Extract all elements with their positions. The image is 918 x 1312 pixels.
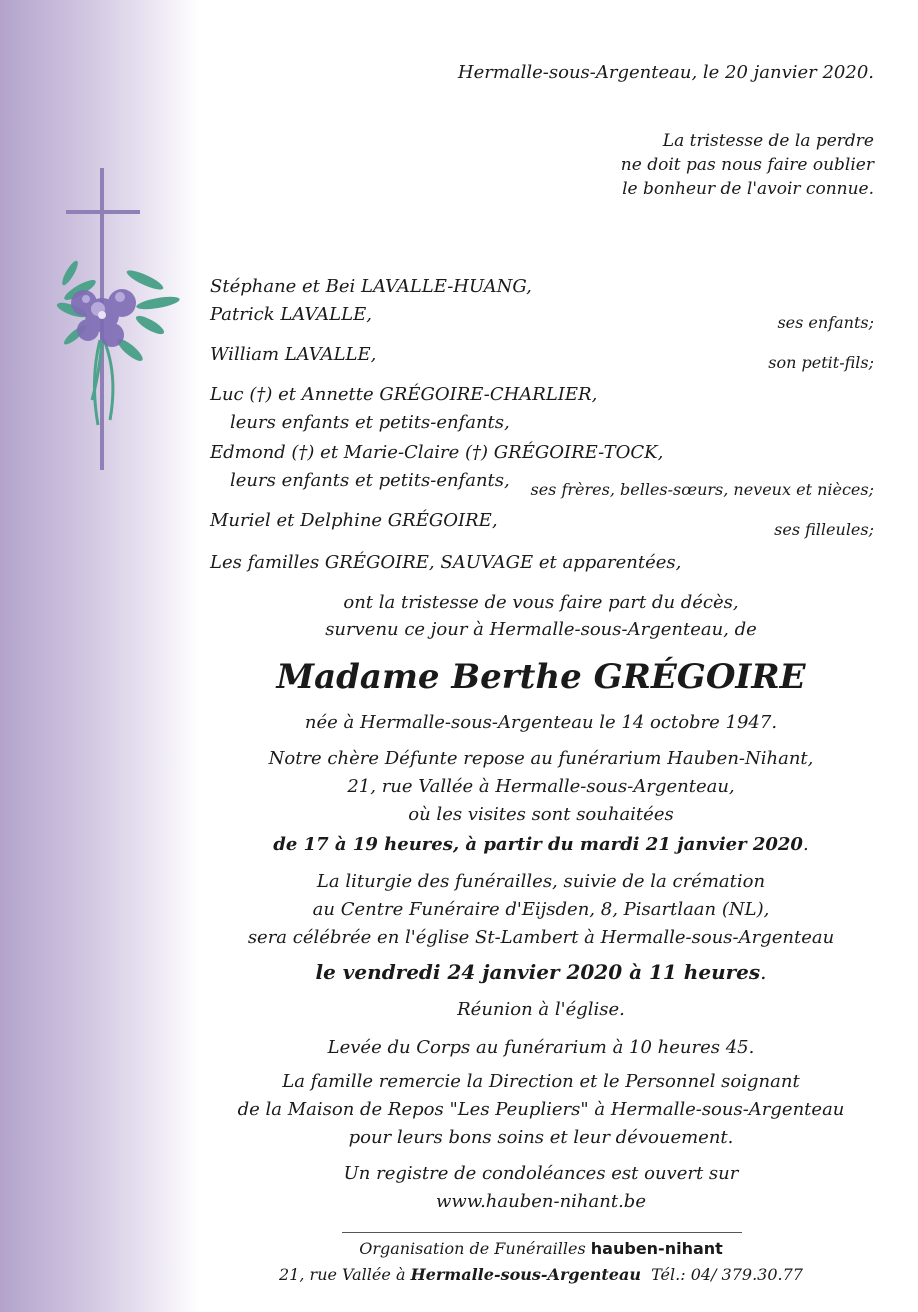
footer-phone: Tél.: 04/ 379.30.77 — [651, 1265, 803, 1284]
footer-org-label: Organisation de Funérailles — [359, 1239, 586, 1258]
footer-divider — [342, 1232, 742, 1233]
relation-label: son petit-fils; — [768, 353, 874, 372]
visit-line: Notre chère Défunte repose au funérarium Hauben-Nihant, — [268, 748, 814, 769]
relation-label: ses filleules; — [774, 520, 874, 539]
visit-line: où les visites sont souhaitées — [408, 804, 674, 825]
quote-line: La tristesse de la perdre — [662, 131, 874, 151]
period: . — [760, 960, 767, 984]
liturgy-line: sera célébrée en l'église St-Lambert à Hermalle-sous-Argenteau — [247, 927, 835, 948]
family-line: leurs enfants et petits-enfants, — [230, 470, 510, 491]
levee-line: Levée du Corps au funérarium à 10 heures 45. — [327, 1037, 755, 1058]
family-line: leurs enfants et petits-enfants, — [230, 412, 510, 433]
family-line: Muriel et Delphine GRÉGOIRE, — [210, 510, 498, 531]
thanks-line: pour leurs bons soins et leur dévouement. — [348, 1127, 734, 1148]
quote-line: ne doit pas nous faire oublier — [620, 155, 874, 175]
ceremony-date — [200, 962, 882, 982]
quote-line: le bonheur de l'avoir connue. — [622, 179, 874, 199]
period: . — [802, 834, 809, 855]
family-line: Edmond (†) et Marie-Claire (†) GRÉGOIRE-TOCK, — [210, 442, 664, 463]
deceased-name: Madame Berthe GRÉGOIRE — [276, 657, 806, 697]
family-line: Stéphane et Bei LAVALLE-HUANG, — [210, 276, 532, 297]
liturgy-line: La liturgie des funérailles, suivie de la crémation — [316, 871, 766, 892]
relation-label: ses enfants; — [777, 313, 874, 332]
family-line: Luc (†) et Annette GRÉGOIRE-CHARLIER, — [210, 384, 598, 405]
intro-line: ont la tristesse de vous faire part du décès, — [343, 592, 739, 613]
register-line: Un registre de condoléances est ouvert sur — [343, 1163, 739, 1184]
family-line: William LAVALLE, — [210, 344, 377, 365]
footer-city: Hermalle-sous-Argenteau — [410, 1265, 641, 1284]
family-line: Patrick LAVALLE, — [210, 304, 372, 325]
footer-org — [200, 1241, 882, 1257]
intro-line: survenu ce jour à Hermalle-sous-Argenteau, de — [325, 619, 757, 640]
family-line: Les familles GRÉGOIRE, SAUVAGE et apparentées, — [210, 552, 682, 573]
register-url[interactable]: www.hauben-nihant.be — [436, 1191, 646, 1212]
birth-line: née à Hermalle-sous-Argenteau le 14 octobre 1947. — [304, 712, 778, 733]
thanks-line: de la Maison de Repos "Les Peupliers" à Hermalle-sous-Argenteau — [237, 1099, 845, 1120]
visit-hours — [200, 836, 882, 854]
relation-label: ses frères, belles-sœurs, neveux et nièces; — [530, 480, 874, 499]
liturgy-line: au Centre Funéraire d'Eijsden, 8, Pisartlaan (NL), — [312, 899, 770, 920]
thanks-line: La famille remercie la Direction et le Personnel soignant — [282, 1071, 800, 1092]
meeting-line: Réunion à l'église. — [457, 999, 625, 1020]
visit-line: 21, rue Vallée à Hermalle-sous-Argenteau, — [347, 776, 735, 797]
ceremony-date-text: le vendredi 24 janvier 2020 à 11 heures — [315, 960, 761, 984]
cross-with-flowers-icon — [40, 165, 200, 475]
footer-address-prefix: 21, rue Vallée à — [279, 1265, 406, 1284]
place-date: Hermalle-sous-Argenteau, le 20 janvier 2020. — [457, 62, 874, 83]
footer-address — [200, 1267, 882, 1283]
visit-hours-text: de 17 à 19 heures, à partir du mardi 21 janvier 2020 — [273, 834, 803, 855]
brand-logo: hauben-nihant — [590, 1239, 723, 1258]
